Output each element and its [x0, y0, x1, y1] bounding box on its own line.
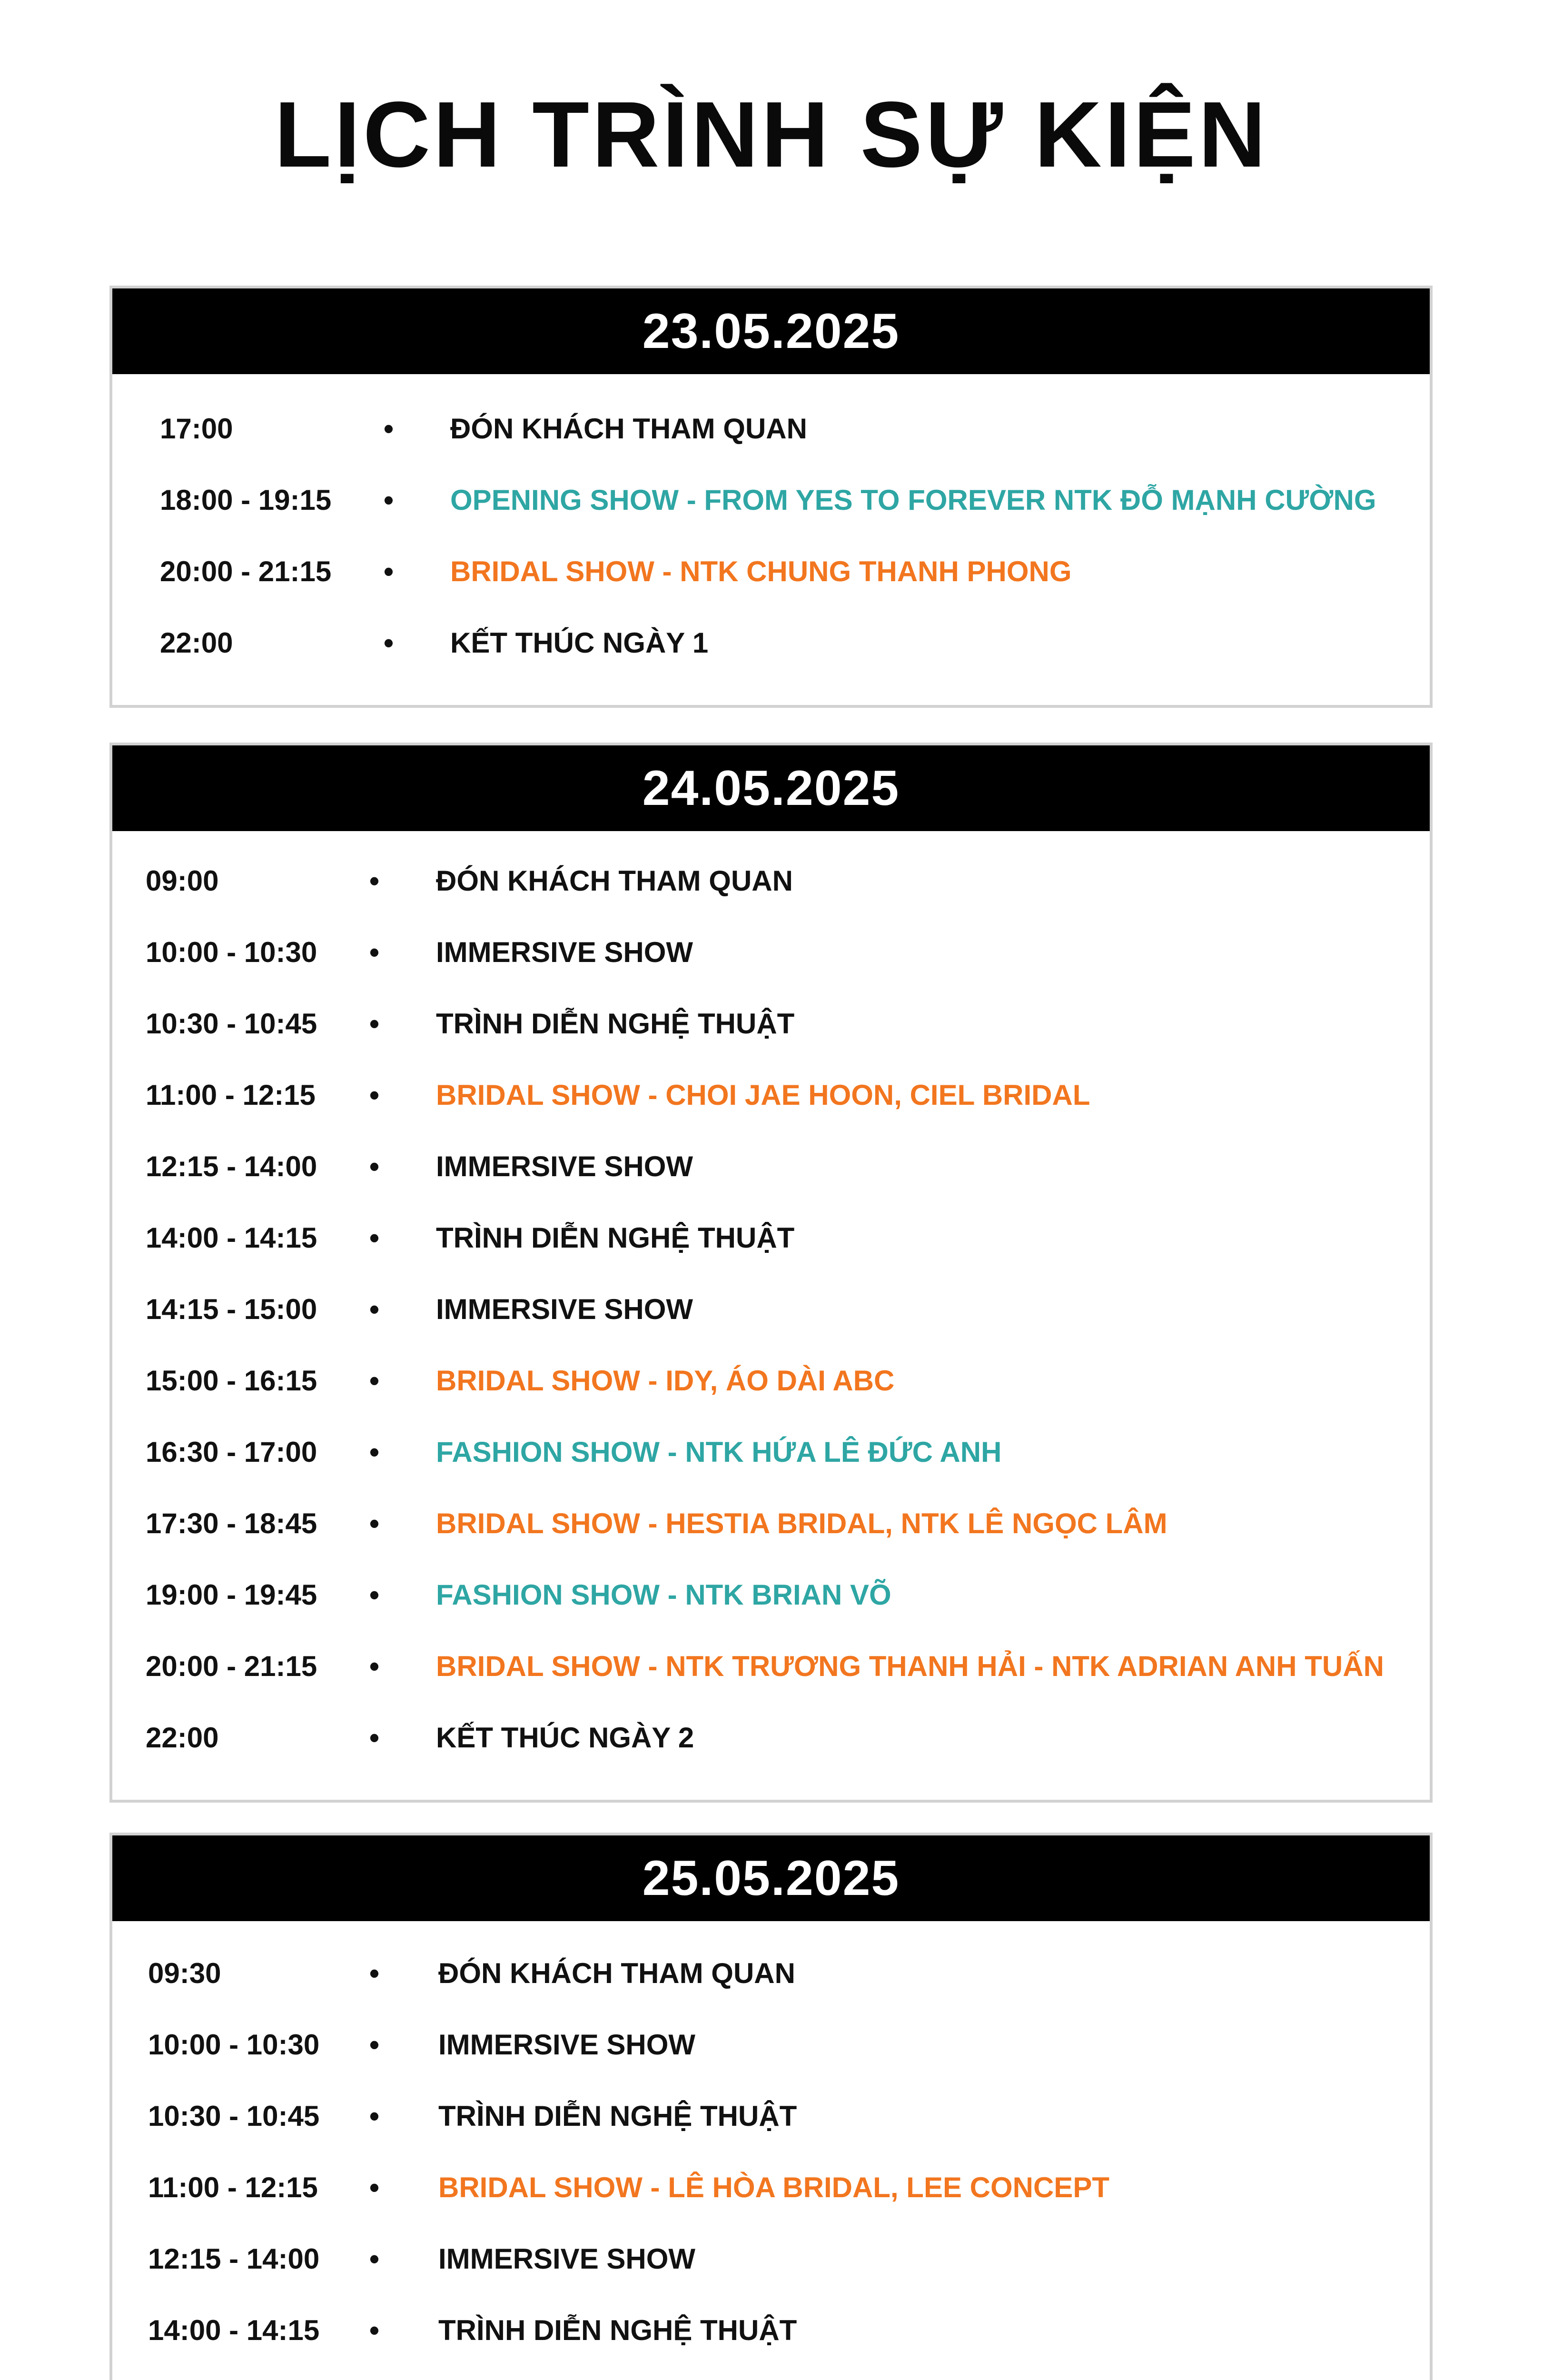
- event-title: IMMERSIVE SHOW: [436, 936, 693, 968]
- event-title: BRIDAL SHOW - IDY, ÁO DÀI ABC: [436, 1365, 895, 1397]
- event-title: ĐÓN KHÁCH THAM QUAN: [438, 1957, 795, 1989]
- bullet-icon: •: [369, 1222, 380, 1254]
- event-title: IMMERSIVE SHOW: [438, 2029, 696, 2061]
- event-list: [112, 831, 1430, 1800]
- event-title: BRIDAL SHOW - LÊ HÒA BRIDAL, LEE CONCEPT: [438, 2172, 1109, 2203]
- event-time: 11:00 - 12:15: [146, 1079, 316, 1111]
- day-schedule-2: [109, 743, 1433, 1803]
- event-title: TRÌNH DIỄN NGHỆ THUẬT: [438, 2314, 797, 2346]
- event-time: 16:30 - 17:00: [146, 1436, 317, 1468]
- bullet-icon: •: [369, 2172, 380, 2203]
- bullet-icon: •: [384, 627, 394, 659]
- event-title: ĐÓN KHÁCH THAM QUAN: [436, 865, 793, 897]
- bullet-icon: •: [369, 1507, 380, 1539]
- event-row: [112, 400, 1430, 457]
- bullet-icon: [369, 2373, 379, 2380]
- event-time: 22:00: [146, 1722, 219, 1754]
- bullet-icon: •: [369, 1579, 380, 1611]
- event-row: [112, 1138, 1430, 1195]
- event-row: [112, 995, 1430, 1052]
- day-schedule-1: [109, 286, 1433, 708]
- event-time: [148, 2373, 319, 2380]
- day-date-header: 24.05.2025: [112, 745, 1430, 831]
- bullet-icon: •: [384, 484, 394, 516]
- event-row: [112, 1352, 1430, 1409]
- event-row: [112, 1067, 1430, 1124]
- event-row: [112, 1424, 1430, 1481]
- event-list: [112, 374, 1430, 705]
- event-title: BRIDAL SHOW - CHOI JAE HOON, CIEL BRIDAL: [436, 1079, 1090, 1111]
- event-time: 18:00 - 19:15: [160, 484, 332, 516]
- event-time: 15:00 - 16:15: [146, 1365, 317, 1397]
- event-title: BRIDAL SHOW - HESTIA BRIDAL, NTK LÊ NGỌC LÂM: [436, 1507, 1167, 1539]
- event-row: [112, 1210, 1430, 1267]
- bullet-icon: •: [369, 1150, 380, 1182]
- day-date-header: 25.05.2025: [112, 1835, 1430, 1921]
- event-title: FASHION SHOW - NTK HỨA LÊ ĐỨC ANH: [436, 1436, 1002, 1468]
- event-time: 09:30: [148, 1957, 221, 1989]
- bullet-icon: •: [384, 413, 394, 445]
- event-time: 17:00: [160, 413, 233, 445]
- event-title: TRÌNH DIỄN NGHỆ THUẬT: [438, 2100, 797, 2132]
- event-time: 10:00 - 10:30: [146, 936, 317, 968]
- event-title: ĐÓN KHÁCH THAM QUAN: [450, 413, 807, 445]
- event-row: [112, 615, 1430, 672]
- event-row: [112, 1281, 1430, 1338]
- event-row: [112, 2373, 1430, 2380]
- bullet-icon: •: [369, 865, 380, 897]
- event-title: IMMERSIVE SHOW: [438, 2243, 696, 2275]
- bullet-icon: •: [369, 2029, 380, 2061]
- event-row: [112, 1709, 1430, 1766]
- event-row: [112, 2016, 1430, 2073]
- event-row: [112, 2302, 1430, 2359]
- bullet-icon: •: [369, 2100, 380, 2132]
- event-time: 19:00 - 19:45: [146, 1579, 317, 1611]
- event-title: BRIDAL SHOW - NTK TRƯƠNG THANH HẢI - NTK ADRIAN ANH TUẤN: [436, 1650, 1384, 1682]
- day-schedule-3: [109, 1833, 1433, 2380]
- event-title: KẾT THÚC NGÀY 2: [436, 1722, 694, 1754]
- event-row: [112, 2159, 1430, 2216]
- event-title: OPENING SHOW - FROM YES TO FOREVER NTK ĐỖ MẠNH CƯỜNG: [450, 484, 1376, 516]
- event-time: 12:15 - 14:00: [146, 1150, 317, 1182]
- bullet-icon: •: [369, 1436, 380, 1468]
- event-title: [438, 2373, 695, 2380]
- event-row: [112, 2231, 1430, 2288]
- event-time: 14:00 - 14:15: [148, 2314, 320, 2346]
- event-title: FASHION SHOW - NTK BRIAN VÕ: [436, 1579, 891, 1611]
- event-time: 10:00 - 10:30: [148, 2029, 320, 2061]
- event-time: 17:30 - 18:45: [146, 1507, 317, 1539]
- event-title: BRIDAL SHOW - NTK CHUNG THANH PHONG: [450, 555, 1072, 587]
- event-row: [112, 472, 1430, 529]
- event-row: [112, 2088, 1430, 2145]
- event-row: [112, 1638, 1430, 1695]
- bullet-icon: •: [369, 2314, 380, 2346]
- event-row: [112, 1945, 1430, 2002]
- bullet-icon: •: [369, 1008, 380, 1040]
- event-row: [112, 853, 1430, 910]
- bullet-icon: •: [369, 1365, 380, 1397]
- event-title: IMMERSIVE SHOW: [436, 1150, 693, 1182]
- event-time: 20:00 - 21:15: [146, 1650, 317, 1682]
- event-time: 11:00 - 12:15: [148, 2172, 318, 2203]
- event-row: [112, 1567, 1430, 1624]
- event-time: 14:00 - 14:15: [146, 1222, 317, 1254]
- event-title: KẾT THÚC NGÀY 1: [450, 627, 709, 659]
- event-row: [112, 1495, 1430, 1552]
- bullet-icon: •: [369, 1079, 380, 1111]
- bullet-icon: •: [369, 1650, 380, 1682]
- event-title: IMMERSIVE SHOW: [436, 1293, 693, 1325]
- bullet-icon: •: [384, 555, 394, 587]
- bullet-icon: •: [369, 936, 380, 968]
- bullet-icon: •: [369, 2243, 380, 2275]
- event-time: 09:00: [146, 865, 219, 897]
- event-time: 14:15 - 15:00: [146, 1293, 317, 1325]
- event-row: [112, 543, 1430, 600]
- bullet-icon: •: [369, 1293, 380, 1325]
- event-time: 10:30 - 10:45: [146, 1008, 317, 1040]
- bullet-icon: •: [369, 1722, 380, 1754]
- event-row: [112, 924, 1430, 981]
- event-title: TRÌNH DIỄN NGHỆ THUẬT: [436, 1008, 795, 1040]
- bullet-icon: •: [369, 1957, 380, 1989]
- event-time: 12:15 - 14:00: [148, 2243, 320, 2275]
- event-list: [112, 1921, 1430, 2380]
- day-date-header: 23.05.2025: [112, 288, 1430, 374]
- event-time: 22:00: [160, 627, 233, 659]
- event-time: 10:30 - 10:45: [148, 2100, 320, 2132]
- event-title: TRÌNH DIỄN NGHỆ THUẬT: [436, 1222, 795, 1254]
- event-time: 20:00 - 21:15: [160, 555, 332, 587]
- page-title: LỊCH TRÌNH SỰ KIỆN: [274, 82, 1269, 187]
